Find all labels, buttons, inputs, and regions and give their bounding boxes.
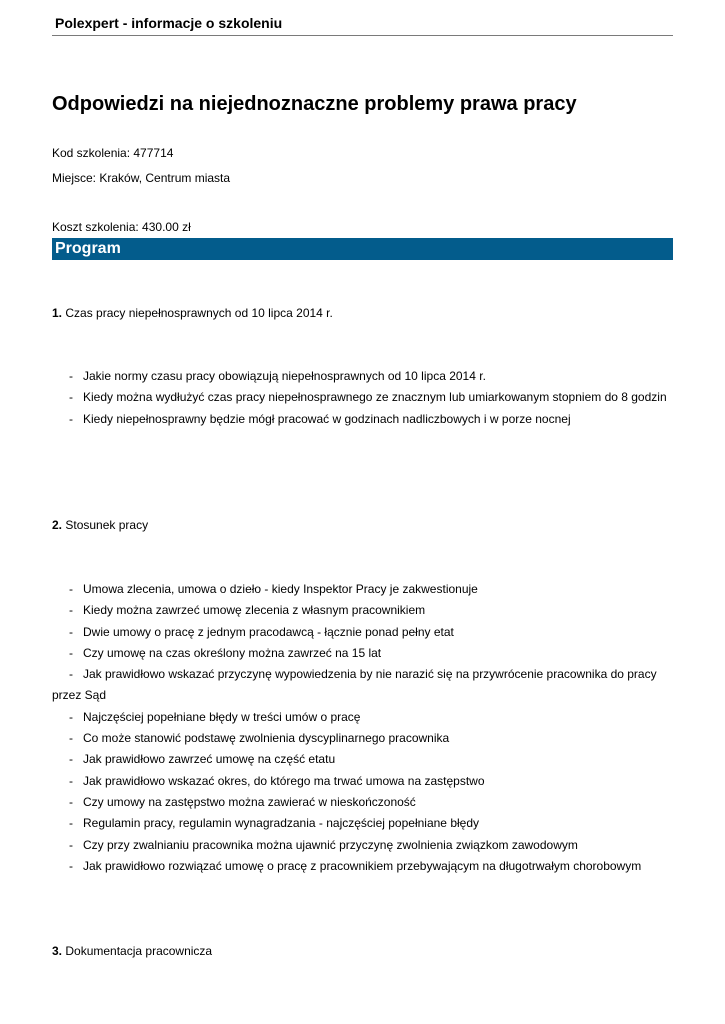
course-code: Kod szkolenia: 477714 (52, 146, 174, 160)
section-1-heading (52, 306, 333, 321)
bullet-dash: - (69, 816, 73, 831)
bullet-dash: - (69, 645, 73, 660)
header-divider (52, 35, 673, 36)
list-item-text: Jak prawidłowo wskazać przyczynę wypowiedzenia by nie narazić się na przywrócenie pracownika do pracy przez Sąd (52, 667, 657, 703)
course-title: Odpowiedzi na niejednoznaczne problemy prawa pracy (52, 93, 577, 115)
list-item (52, 728, 673, 749)
list-item (52, 600, 673, 621)
bullet-dash: - (69, 709, 73, 724)
list-item-text: Dwie umowy o pracę z jednym pracodawcą - łącznie ponad pełny etat (83, 624, 454, 639)
list-item (52, 813, 673, 834)
list-item (52, 835, 673, 856)
section-number: 2. (52, 518, 63, 532)
list-item-text: Czy umowy na zastępstwo można zawierać w nieskończoność (83, 794, 416, 809)
bullet-dash: - (69, 369, 73, 383)
list-item-text: Jakie normy czasu pracy obowiązują niepełnosprawnych od 10 lipca 2014 r. (83, 369, 486, 383)
course-cost: Koszt szkolenia: 430.00 zł (52, 220, 191, 234)
section-2-heading (52, 518, 148, 533)
program-heading-bar (52, 238, 673, 260)
document-header: Polexpert - informacje o szkoleniu (55, 15, 283, 31)
list-item (52, 622, 673, 643)
section-title: Czas pracy niepełnosprawnych od 10 lipca 2014 r. (65, 306, 333, 320)
program-heading: Program (55, 240, 121, 257)
list-item-text: Regulamin pracy, regulamin wynagradzania - najczęściej popełniane błędy (83, 816, 479, 831)
bullet-dash: - (69, 752, 73, 767)
list-item-text: Jak prawidłowo wskazać okres, do którego ma trwać umowa na zastępstwo (83, 773, 485, 788)
bullet-dash: - (69, 794, 73, 809)
list-item (52, 856, 673, 877)
bullet-dash: - (69, 582, 73, 596)
bullet-dash: - (69, 390, 73, 405)
list-item-text: Czy umowę na czas określony można zawrzeć na 15 lat (83, 645, 382, 660)
section-title: Stosunek pracy (65, 518, 149, 532)
list-item-text: Jak prawidłowo zawrzeć umowę na część etatu (83, 752, 336, 767)
bullet-dash: - (69, 731, 73, 746)
bullet-dash: - (69, 603, 73, 618)
list-item (52, 771, 673, 792)
list-item-text: Kiedy niepełnosprawny będzie mógł pracować w godzinach nadliczbowych i w porze nocnej (83, 411, 571, 426)
bullet-dash: - (69, 837, 73, 852)
section-number: 1. (52, 306, 63, 320)
bullet-dash: - (69, 411, 73, 426)
list-item-text: Najczęściej popełniane błędy w treści umów o pracę (83, 709, 361, 724)
course-place: Miejsce: Kraków, Centrum miasta (52, 171, 231, 185)
bullet-dash: - (69, 773, 73, 788)
list-item (52, 707, 673, 728)
list-item-text: Czy przy zwalnianiu pracownika można ujawnić przyczynę zwolnienia związkom zawodowym (83, 837, 578, 852)
bullet-dash: - (69, 667, 73, 682)
section-title: Dokumentacja pracownicza (65, 944, 213, 958)
bullet-dash: - (69, 624, 73, 639)
list-item (52, 366, 673, 387)
section-1-list (52, 366, 673, 430)
section-2-list (52, 579, 673, 877)
list-item-text: Jak prawidłowo rozwiązać umowę o pracę z pracownikiem przebywającym na długotrwałym chorobowym (83, 858, 642, 873)
list-item (52, 749, 673, 770)
list-item (52, 792, 673, 813)
list-item-text: Kiedy można wydłużyć czas pracy niepełnosprawnego ze znacznym lub umiarkowanym stopniem do 8 godzin (83, 390, 667, 405)
list-item (52, 664, 673, 707)
list-item-text: Co może stanowić podstawę zwolnienia dyscyplinarnego pracownika (83, 731, 450, 746)
list-item (52, 409, 673, 430)
list-item (52, 387, 673, 408)
list-item-text: Kiedy można zawrzeć umowę zlecenia z własnym pracownikiem (83, 603, 426, 618)
section-3-heading (52, 944, 212, 959)
list-item (52, 579, 673, 600)
bullet-dash: - (69, 858, 73, 873)
list-item-text: Umowa zlecenia, umowa o dzieło - kiedy Inspektor Pracy je zakwestionuje (83, 582, 478, 596)
section-number: 3. (52, 944, 63, 958)
list-item (52, 643, 673, 664)
